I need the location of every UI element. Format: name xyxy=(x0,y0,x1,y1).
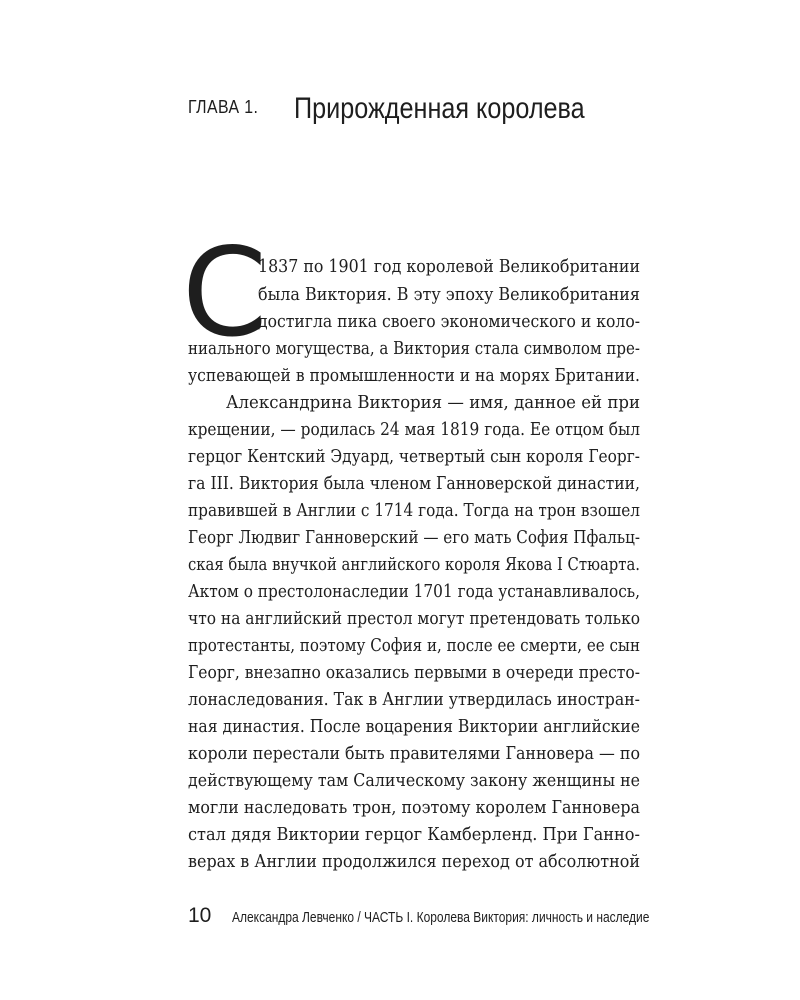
text-line: достигла пика своего экономического и коло- xyxy=(258,311,640,332)
text-line: короли перестали быть правителями Ганновера — по xyxy=(188,743,640,764)
text-line: ниального могущества, а Виктория стала символом пре- xyxy=(188,338,640,359)
text-line: действующему там Салическому закону женщины не xyxy=(188,770,640,791)
text-line: Георг, внезапно оказались первыми в очереди престо- xyxy=(188,662,640,683)
text-line: га III. Виктория была членом Ганноверской династии, xyxy=(188,473,640,494)
text-line: ская была внучкой английского короля Якова I Стюарта. xyxy=(188,554,640,575)
text-line: что на английский престол могут претендовать только xyxy=(188,608,640,629)
text-line: стал дядя Виктории герцог Камберленд. При Ганно- xyxy=(188,824,640,845)
text-line: успевающей в промышленности и на морях Британии. xyxy=(188,365,640,386)
text-line: была Виктория. В эту эпоху Великобритания xyxy=(258,284,640,305)
text-line: лонаследования. Так в Англии утвердилась иностран- xyxy=(188,689,640,710)
text-line: ная династия. После воцарения Виктории английские xyxy=(188,716,640,737)
text-line: Актом о престолонаследии 1701 года устанавливалось, xyxy=(188,581,640,602)
text-line: правившей в Англии с 1714 года. Тогда на трон взошел xyxy=(188,500,640,521)
text-line: верах в Англии продолжился переход от абсолютной xyxy=(188,851,640,872)
chapter-title: Прирожденная королева xyxy=(294,92,585,125)
chapter-label: ГЛАВА 1. xyxy=(188,97,259,117)
text-line: крещении, — родилась 24 мая 1819 года. Ее отцом был xyxy=(188,419,640,440)
text-line: протестанты, поэтому София и, после ее смерти, ее сын xyxy=(188,635,640,656)
running-footer: Александра Левченко / ЧАСТЬ I. Королева Виктория: личность и наследие xyxy=(232,909,650,926)
text-line: могли наследовать трон, поэтому королем Ганновера xyxy=(188,797,640,818)
text-line: 1837 по 1901 год королевой Великобритании xyxy=(258,256,640,277)
text-line: Александрина Виктория — имя, данное ей при xyxy=(226,392,640,413)
text-line: Георг Людвиг Ганноверский — его мать София Пфальц- xyxy=(188,527,640,548)
text-line: герцог Кентский Эдуард, четвертый сын короля Георг- xyxy=(188,446,640,467)
drop-cap: С xyxy=(182,222,268,364)
page-number: 10 xyxy=(188,904,212,927)
